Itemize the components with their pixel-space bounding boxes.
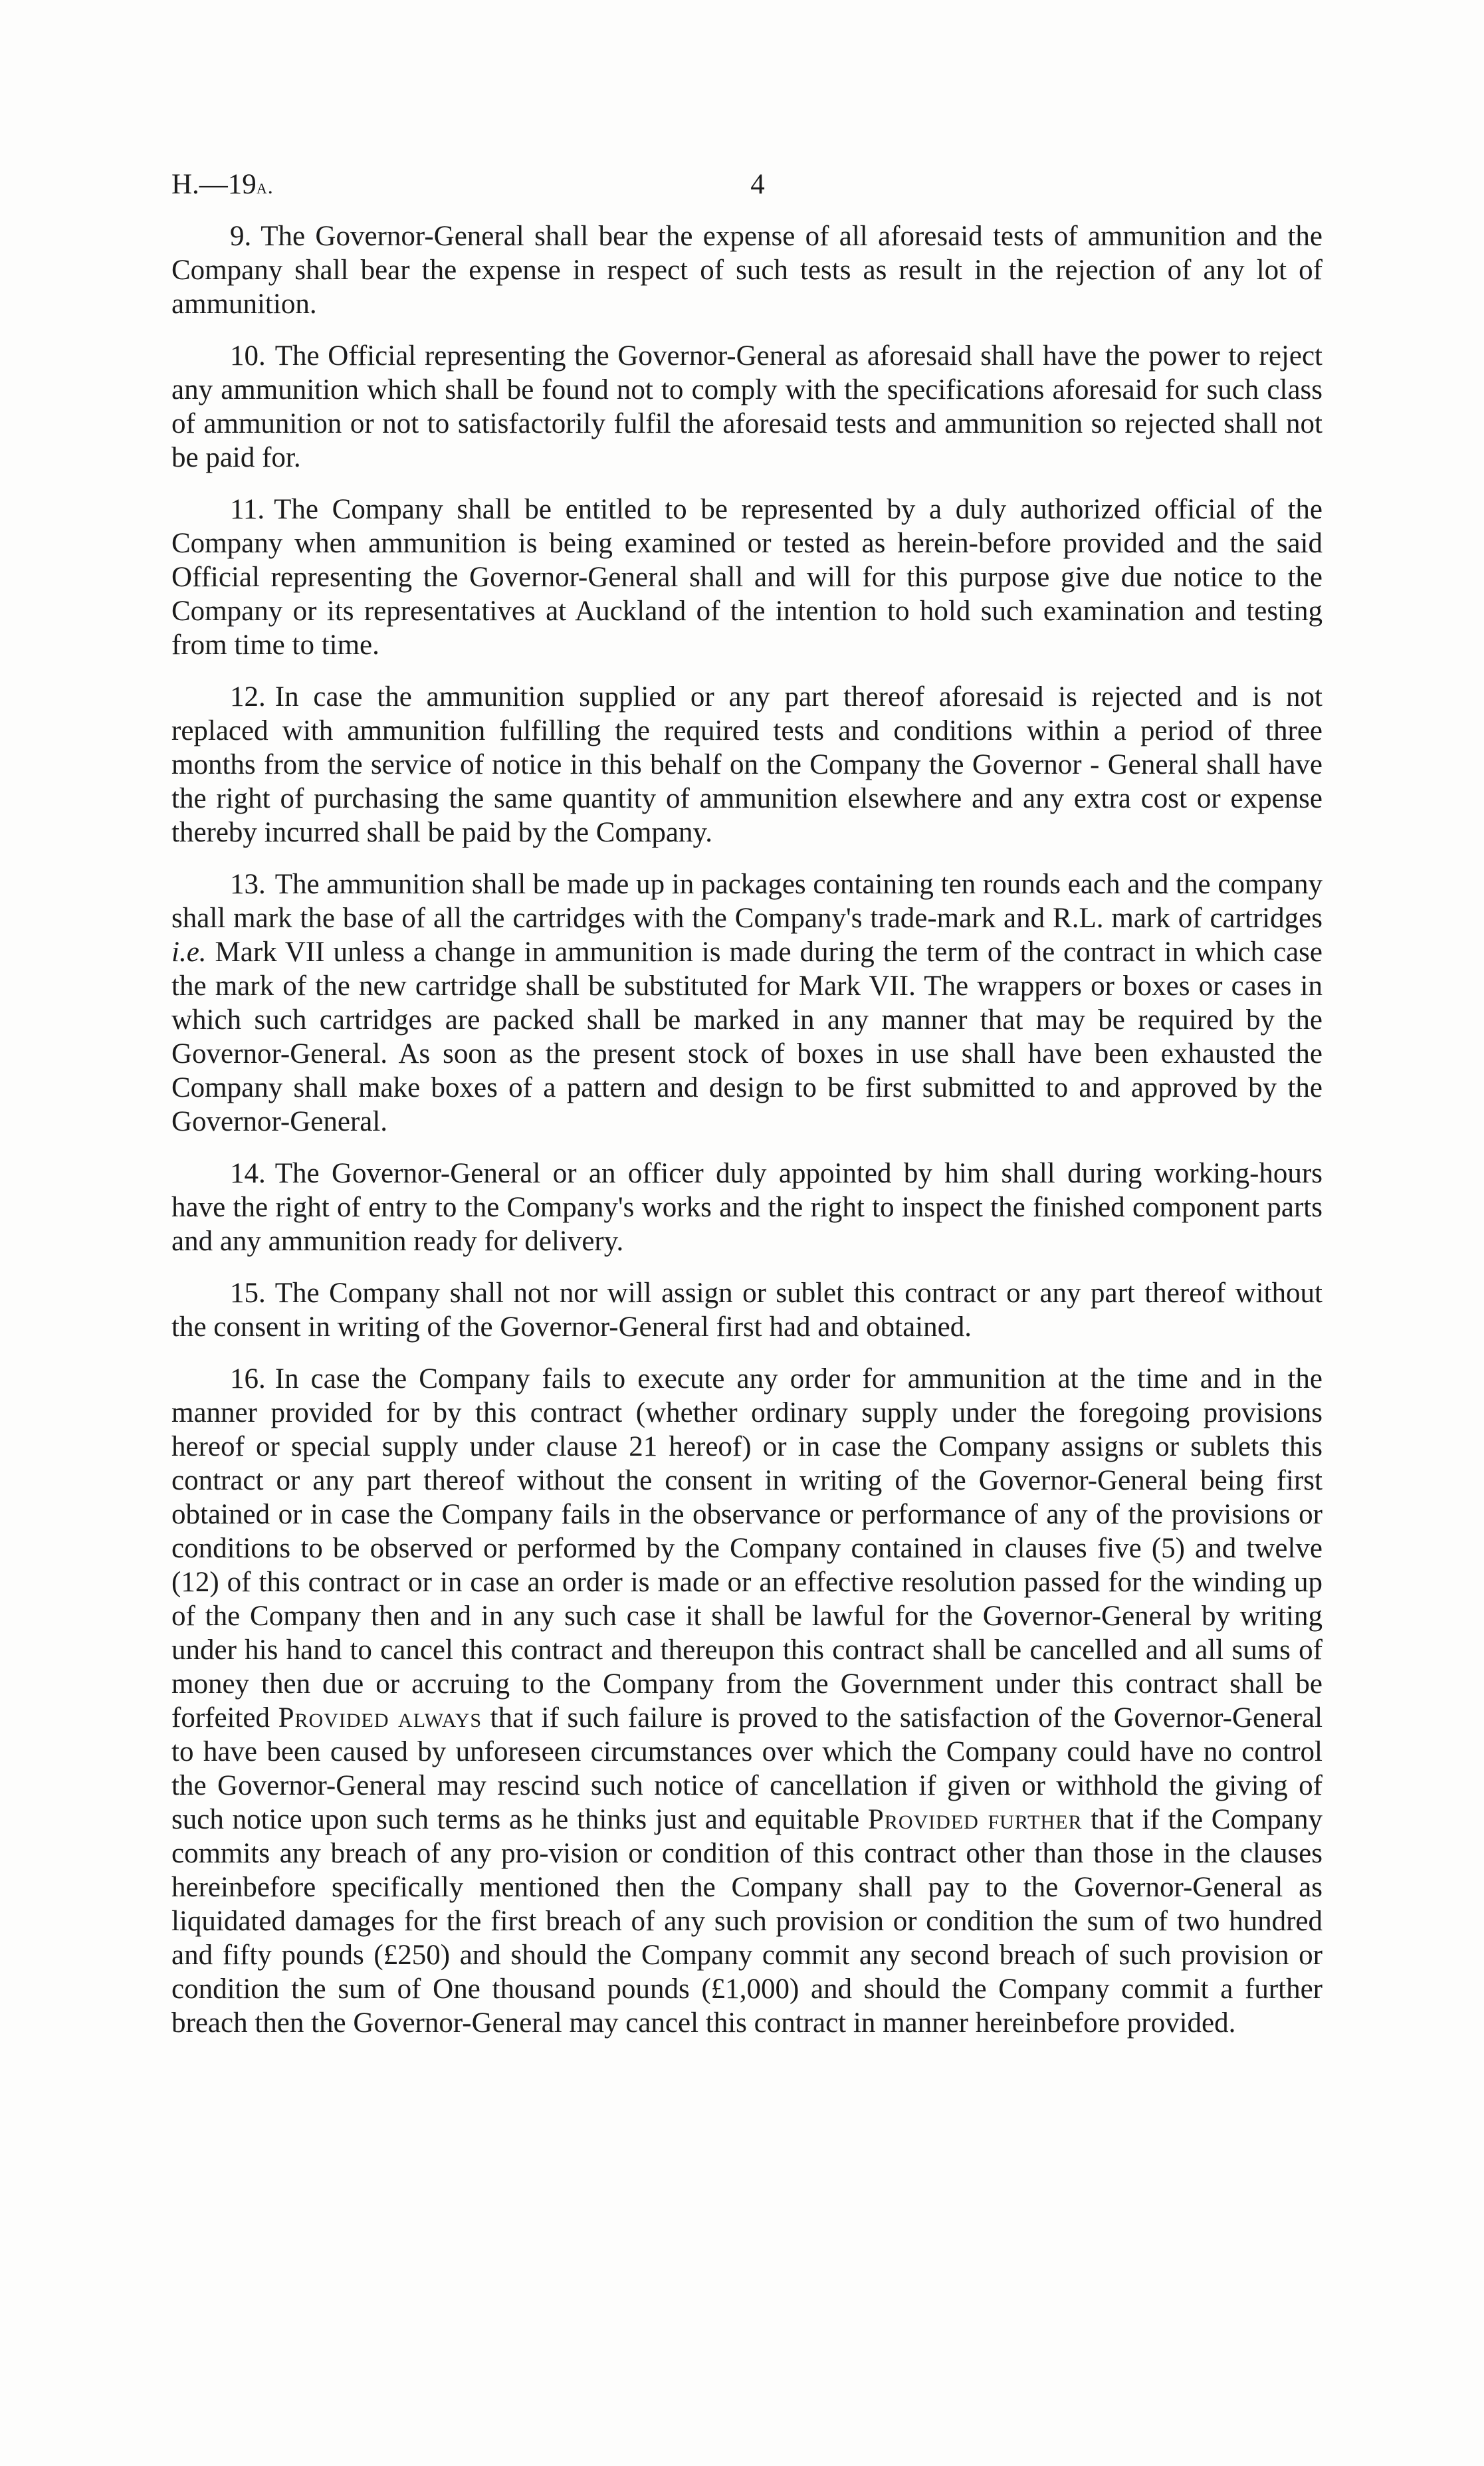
clause-text: In case the ammunition supplied or any part thereof aforesaid is rejected and is not replaced with ammunition fulfilling the required tests and conditions within a period of three months from the service of notice in this behalf on the Company the Governor - General shall have the right of purchasing the same quantity of ammunition elsewhere and any extra cost or expense thereby incurred shall be paid by the Company. [171,681,1323,848]
clause-text: Mark VII unless a change in ammunition is made during the term of the contract in which case the mark of the new cartridge shall be substituted for Mark VII. The wrappers or boxes or cases in which such cartridges are packed shall be marked in any manner that may be required by the Governor-General. As soon as the present stock of boxes in use shall have been exhausted the Company shall make boxes of a pattern and design to be first submitted to and approved by the Governor-General. [171,937,1323,1137]
clause-number: 15. [230,1278,266,1309]
clause-12 [171,680,1323,849]
clause-16 [171,1362,1323,2040]
clause-proviso-heading: Provided always [278,1702,482,1734]
clause-text: The Governor-General shall bear the expense of all aforesaid tests of ammunition and the Company shall bear the expense in respect of such tests as result in the rejection of any lot of ammunition. [171,221,1323,320]
clause-text: The Company shall not nor will assign or sublet this contract or any part thereof without the consent in writing of the Governor-General first had and obtained. [171,1278,1323,1343]
clause-number: 10. [230,340,266,372]
clause-number: 14. [230,1158,266,1189]
clause-number: 9. [230,221,252,252]
clause-number: 11. [230,494,265,525]
contract-body [171,219,1323,2058]
clause-number: 13. [230,869,266,900]
document-reference [171,165,274,206]
clause-9 [171,219,1323,321]
clause-15 [171,1276,1323,1344]
clause-13 [171,867,1323,1139]
document-reference-suffix: a. [256,174,274,198]
document-reference-prefix: H.—19 [171,169,257,200]
clause-proviso-heading: Provided further [867,1804,1083,1835]
clause-text: In case the Company fails to execute any order for ammunition at the time and in the manner provided for by this contract (whether ordinary supply under the foregoing provisions hereof or special supply under clause 21 hereof) or in case the Company assigns or sublets this contract or any part thereof without the consent in writing of the Governor-General being first obtained or in case the Company fails in the observance or performance of any of the provisions or conditions to be observed or performed by the Company contained in clauses five (5) and twelve (12) of this contract or in case an order is made or an effective resolution passed for the winding up of the Company then and in any such case it shall be lawful for the Governor-General by writing under his hand to cancel this contract and thereupon this contract shall be cancelled and all sums of money then due or accruing to the Company from the Government under this contract shall be forfeited [171,1363,1323,1734]
clause-text: that if such failure is proved to the satisfaction of the Governor-General to have been caused by unforeseen circumstances over which the Company could have no control the Governor-General may rescind such notice of cancellation if given or withhold the giving of such notice upon such terms as he thinks just and equitable [171,1702,1323,1835]
clause-11 [171,493,1323,662]
clause-text: The Company shall be entitled to be represented by a duly authorized official of the Company when ammunition is being examined or tested as herein-before provided and the said Official representing the Governor-General shall and will for this purpose give due notice to the Company or its representatives at Auckland of the intention to hold such examination and testing from time to time. [171,494,1323,661]
clause-text-italic: i.e. [171,937,207,968]
clause-number: 12. [230,681,266,713]
clause-text: that if the Company commits any breach of any pro-vision or condition of this contract other than those in the clauses hereinbefore specifically mentioned then the Company shall pay to the Governor-General as liquidated damages for the first breach of any such provision or condition the sum of two hundred and fifty pounds (£250) and should the Company commit any second breach of such provision or condition the sum of One thousand pounds (£1,000) and should the Company commit a further breach then the Governor-General may cancel this contract in manner hereinbefore provided. [171,1804,1323,2039]
clause-text: The ammunition shall be made up in packages containing ten rounds each and the company shall mark the base of all the cartridges with the Company's trade-mark and R.L. mark of cartridges [171,869,1323,934]
clause-14 [171,1157,1323,1258]
page-number: 4 [750,169,765,200]
clause-text: The Governor-General or an officer duly appointed by him shall during working-hours have the right of entry to the Company's works and the right to inspect the finished component parts and any ammunition ready for delivery. [171,1158,1323,1257]
clause-number: 16. [230,1363,266,1395]
page-header [171,165,1323,205]
clause-10 [171,339,1323,475]
clause-text: The Official representing the Governor-General as aforesaid shall have the power to reject any ammunition which shall be found not to comply with the specifications aforesaid for such class of ammunition or not to satisfactorily fulfil the aforesaid tests and ammunition so rejected shall not be paid for. [171,340,1323,473]
